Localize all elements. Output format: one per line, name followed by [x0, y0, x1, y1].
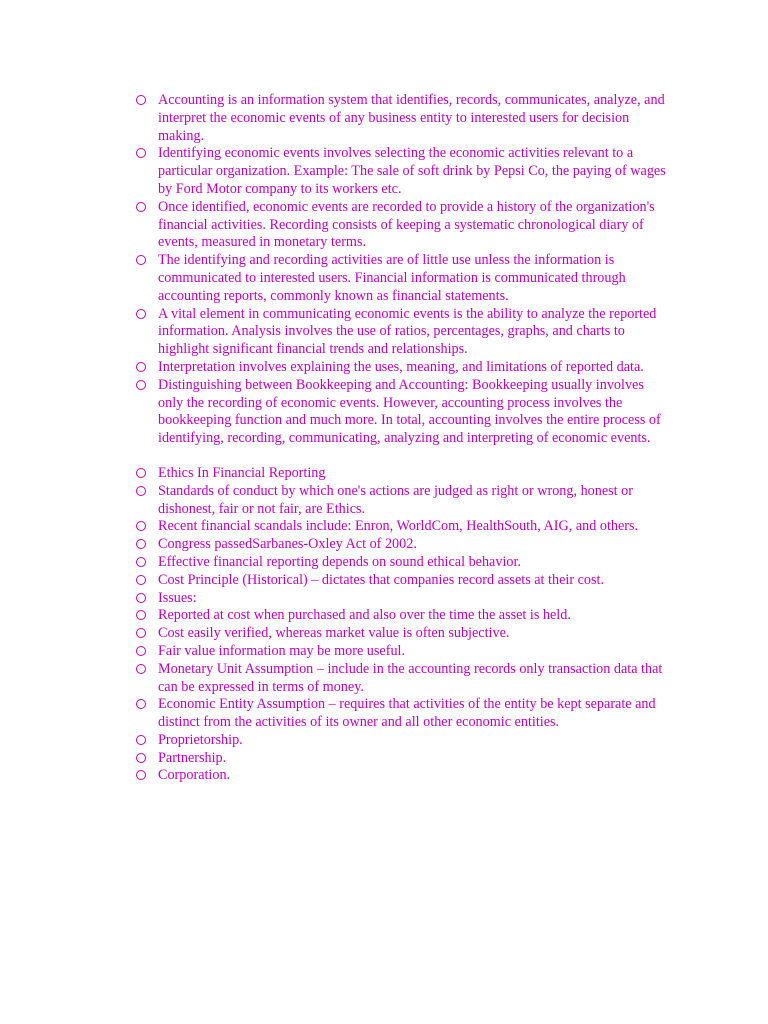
list-item — [136, 696, 666, 732]
list-item-text: Effective financial reporting depends on sound ethical behavior. — [158, 553, 521, 570]
list-item — [136, 199, 666, 252]
list-item — [136, 732, 666, 750]
circle-bullet-icon — [136, 309, 146, 319]
list-item-text: Monetary Unit Assumption – include in the accounting records only transaction data that can be expressed in terms of money. — [158, 660, 663, 695]
circle-bullet-icon — [136, 255, 146, 265]
list-item-text: Proprietorship. — [158, 731, 243, 748]
circle-bullet-icon — [136, 664, 146, 674]
list-item — [136, 483, 666, 519]
list-item — [136, 643, 666, 661]
list-item — [136, 661, 666, 697]
list-item-text: A vital element in communicating economic events is the ability to analyze the reported information. Analysis involves the use of ratios, percentages, graphs, and charts to highlight significant financial trends and relationships. — [158, 305, 657, 358]
list-item — [136, 750, 666, 768]
list-item-text: Issues: — [158, 589, 197, 606]
circle-bullet-icon — [136, 628, 146, 638]
circle-bullet-icon — [136, 380, 146, 390]
list-item-text: Cost easily verified, whereas market value is often subjective. — [158, 625, 510, 642]
list-item — [136, 518, 666, 536]
list-item — [136, 625, 666, 643]
list-item — [136, 767, 666, 785]
list-item — [136, 145, 666, 198]
list-item-text: Reported at cost when purchased and also over the time the asset is held. — [158, 607, 571, 624]
list-item-text: Recent financial scandals include: Enron, WorldCom, HealthSouth, AIG, and others. — [158, 518, 639, 535]
circle-bullet-icon — [136, 95, 146, 105]
list-item — [136, 252, 666, 305]
circle-bullet-icon — [136, 557, 146, 567]
circle-bullet-icon — [136, 753, 146, 763]
list-item-text: Fair value information may be more useful. — [158, 642, 406, 659]
list-item-text: Interpretation involves explaining the uses, meaning, and limitations of reported data. — [158, 358, 644, 375]
circle-bullet-icon — [136, 593, 146, 603]
list-item-text: Partnership. — [158, 749, 227, 766]
list-item-text: Identifying economic events involves selecting the economic activities relevant to a particular organization. Example: The sale of soft drink by Pepsi Co, the paying of wages by Ford Motor company to its workers etc. — [158, 145, 666, 197]
circle-bullet-icon — [136, 575, 146, 585]
list-item — [136, 306, 666, 359]
list-item-heading — [136, 465, 666, 483]
circle-bullet-icon — [136, 735, 146, 745]
circle-bullet-icon — [136, 521, 146, 531]
circle-bullet-icon — [136, 646, 146, 656]
list-item — [136, 554, 666, 572]
list-item — [136, 359, 666, 377]
list-item — [136, 377, 666, 448]
list-item-text: Economic Entity Assumption – requires that activities of the entity be kept separate and distinct from the activities of its owner and all other economic entities. — [158, 696, 656, 731]
list-item-text: Standards of conduct by which one's actions are judged as right or wrong, honest or dishonest, fair or not fair, are Ethics. — [158, 482, 633, 517]
circle-bullet-icon — [136, 486, 146, 496]
circle-bullet-icon — [136, 362, 146, 372]
list-item-text: Cost Principle (Historical) – dictates that companies record assets at their cost. — [158, 571, 604, 588]
list-item — [136, 590, 666, 608]
list-item-text: Distinguishing between Bookkeeping and Accounting: Bookkeeping usually involves only the recording of economic events. However, accounting process involves the bookkeeping function and much more. In total, accounting involves the entire process of identifying, recording, communicating, analyzing and interpreting of economic events. — [158, 376, 661, 447]
list-item — [136, 572, 666, 590]
circle-bullet-icon — [136, 770, 146, 780]
list-item-text: Once identified, economic events are recorded to provide a history of the organization's financial activities. Recording consists of keeping a systematic chronological diary of events, measured in monetary terms. — [158, 198, 655, 251]
list-item-text: Corporation. — [158, 767, 231, 784]
bullet-list — [136, 92, 666, 785]
circle-bullet-icon — [136, 610, 146, 620]
circle-bullet-icon — [136, 539, 146, 549]
circle-bullet-icon — [136, 468, 146, 478]
list-item-text: Ethics In Financial Reporting — [158, 464, 326, 481]
circle-bullet-icon — [136, 148, 146, 158]
list-item-text: Accounting is an information system that identifies, records, communicates, analyze, and interpret the economic events of any business entity to interested users for decision making. — [158, 92, 665, 144]
list-item — [136, 607, 666, 625]
list-item-text: The identifying and recording activities are of little use unless the information is communicated to interested users. Financial information is communicated through accounting reports, commonly known as financial statements. — [158, 252, 626, 304]
circle-bullet-icon — [136, 202, 146, 212]
list-item-text: Congress passedSarbanes-Oxley Act of 2002. — [158, 536, 417, 553]
circle-bullet-icon — [136, 699, 146, 709]
list-item — [136, 92, 666, 145]
list-item — [136, 536, 666, 554]
